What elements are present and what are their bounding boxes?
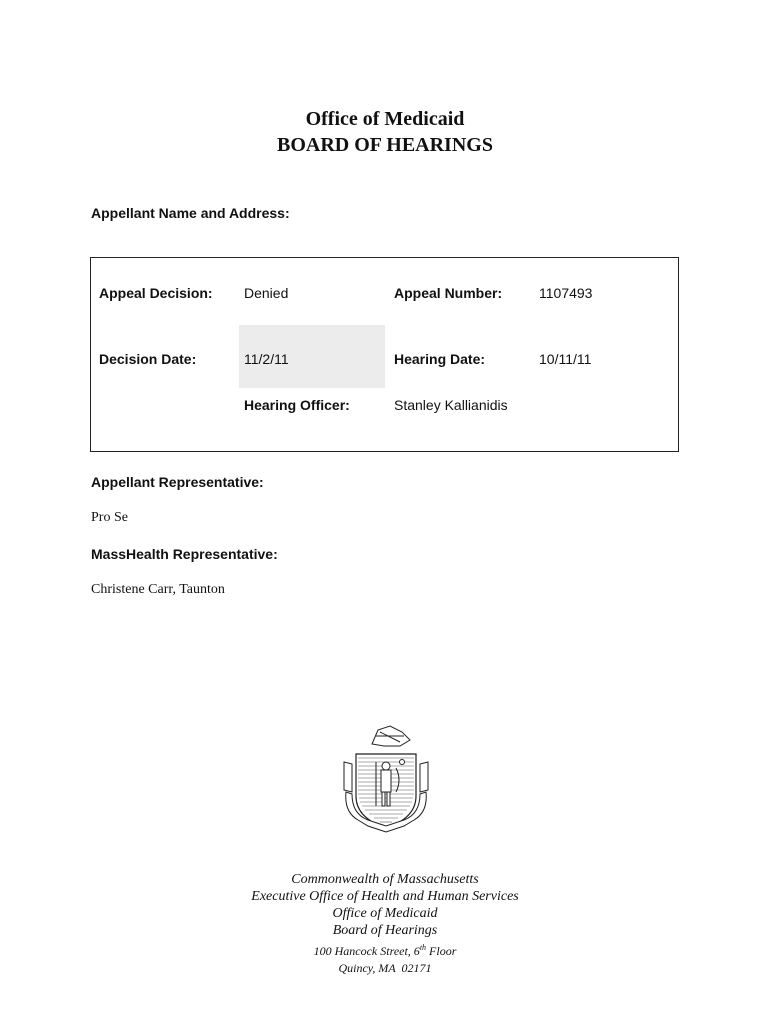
appeal-number-value: 1107493 [539, 285, 593, 301]
footer-street-post: Floor [426, 944, 457, 958]
header-office-title: Office of Medicaid [305, 108, 465, 130]
appeal-decision-label: Appeal Decision: [99, 285, 213, 301]
footer-city-state-zip: Quincy, MA 02171 [338, 961, 432, 975]
footer-street-pre: 100 Hancock Street, 6 [313, 944, 420, 958]
hearing-officer-label: Hearing Officer: [244, 397, 350, 413]
footer-office-medicaid: Office of Medicaid [332, 906, 438, 921]
footer-address-block [0, 871, 770, 977]
footer-street-address [0, 939, 770, 960]
hearing-date-label: Hearing Date: [394, 351, 486, 367]
appellant-representative-label: Appellant Representative: [91, 474, 264, 490]
appeal-number-label: Appeal Number: [394, 285, 503, 301]
massachusetts-seal-icon [338, 722, 434, 834]
appellant-representative-value: Pro Se [91, 510, 128, 525]
decision-date-value: 11/2/11 [244, 351, 289, 367]
appellant-name-address-label: Appellant Name and Address: [91, 205, 290, 221]
footer-executive-office: Executive Office of Health and Human Services [251, 889, 519, 904]
decision-date-label: Decision Date: [99, 351, 197, 367]
footer-board-hearings: Board of Hearings [332, 923, 438, 938]
hearing-officer-value: Stanley Kallianidis [394, 397, 508, 413]
footer-commonwealth: Commonwealth of Massachusetts [291, 872, 479, 887]
decision-summary-box [90, 257, 679, 452]
header-board-title: BOARD OF HEARINGS [277, 134, 493, 156]
masshealth-representative-label: MassHealth Representative: [91, 546, 278, 562]
masshealth-representative-value: Christene Carr, Taunton [91, 582, 225, 597]
document-header [0, 106, 770, 158]
footer-street-sup: th [419, 943, 427, 952]
appeal-decision-value: Denied [244, 285, 289, 301]
hearing-date-value: 10/11/11 [539, 351, 592, 367]
